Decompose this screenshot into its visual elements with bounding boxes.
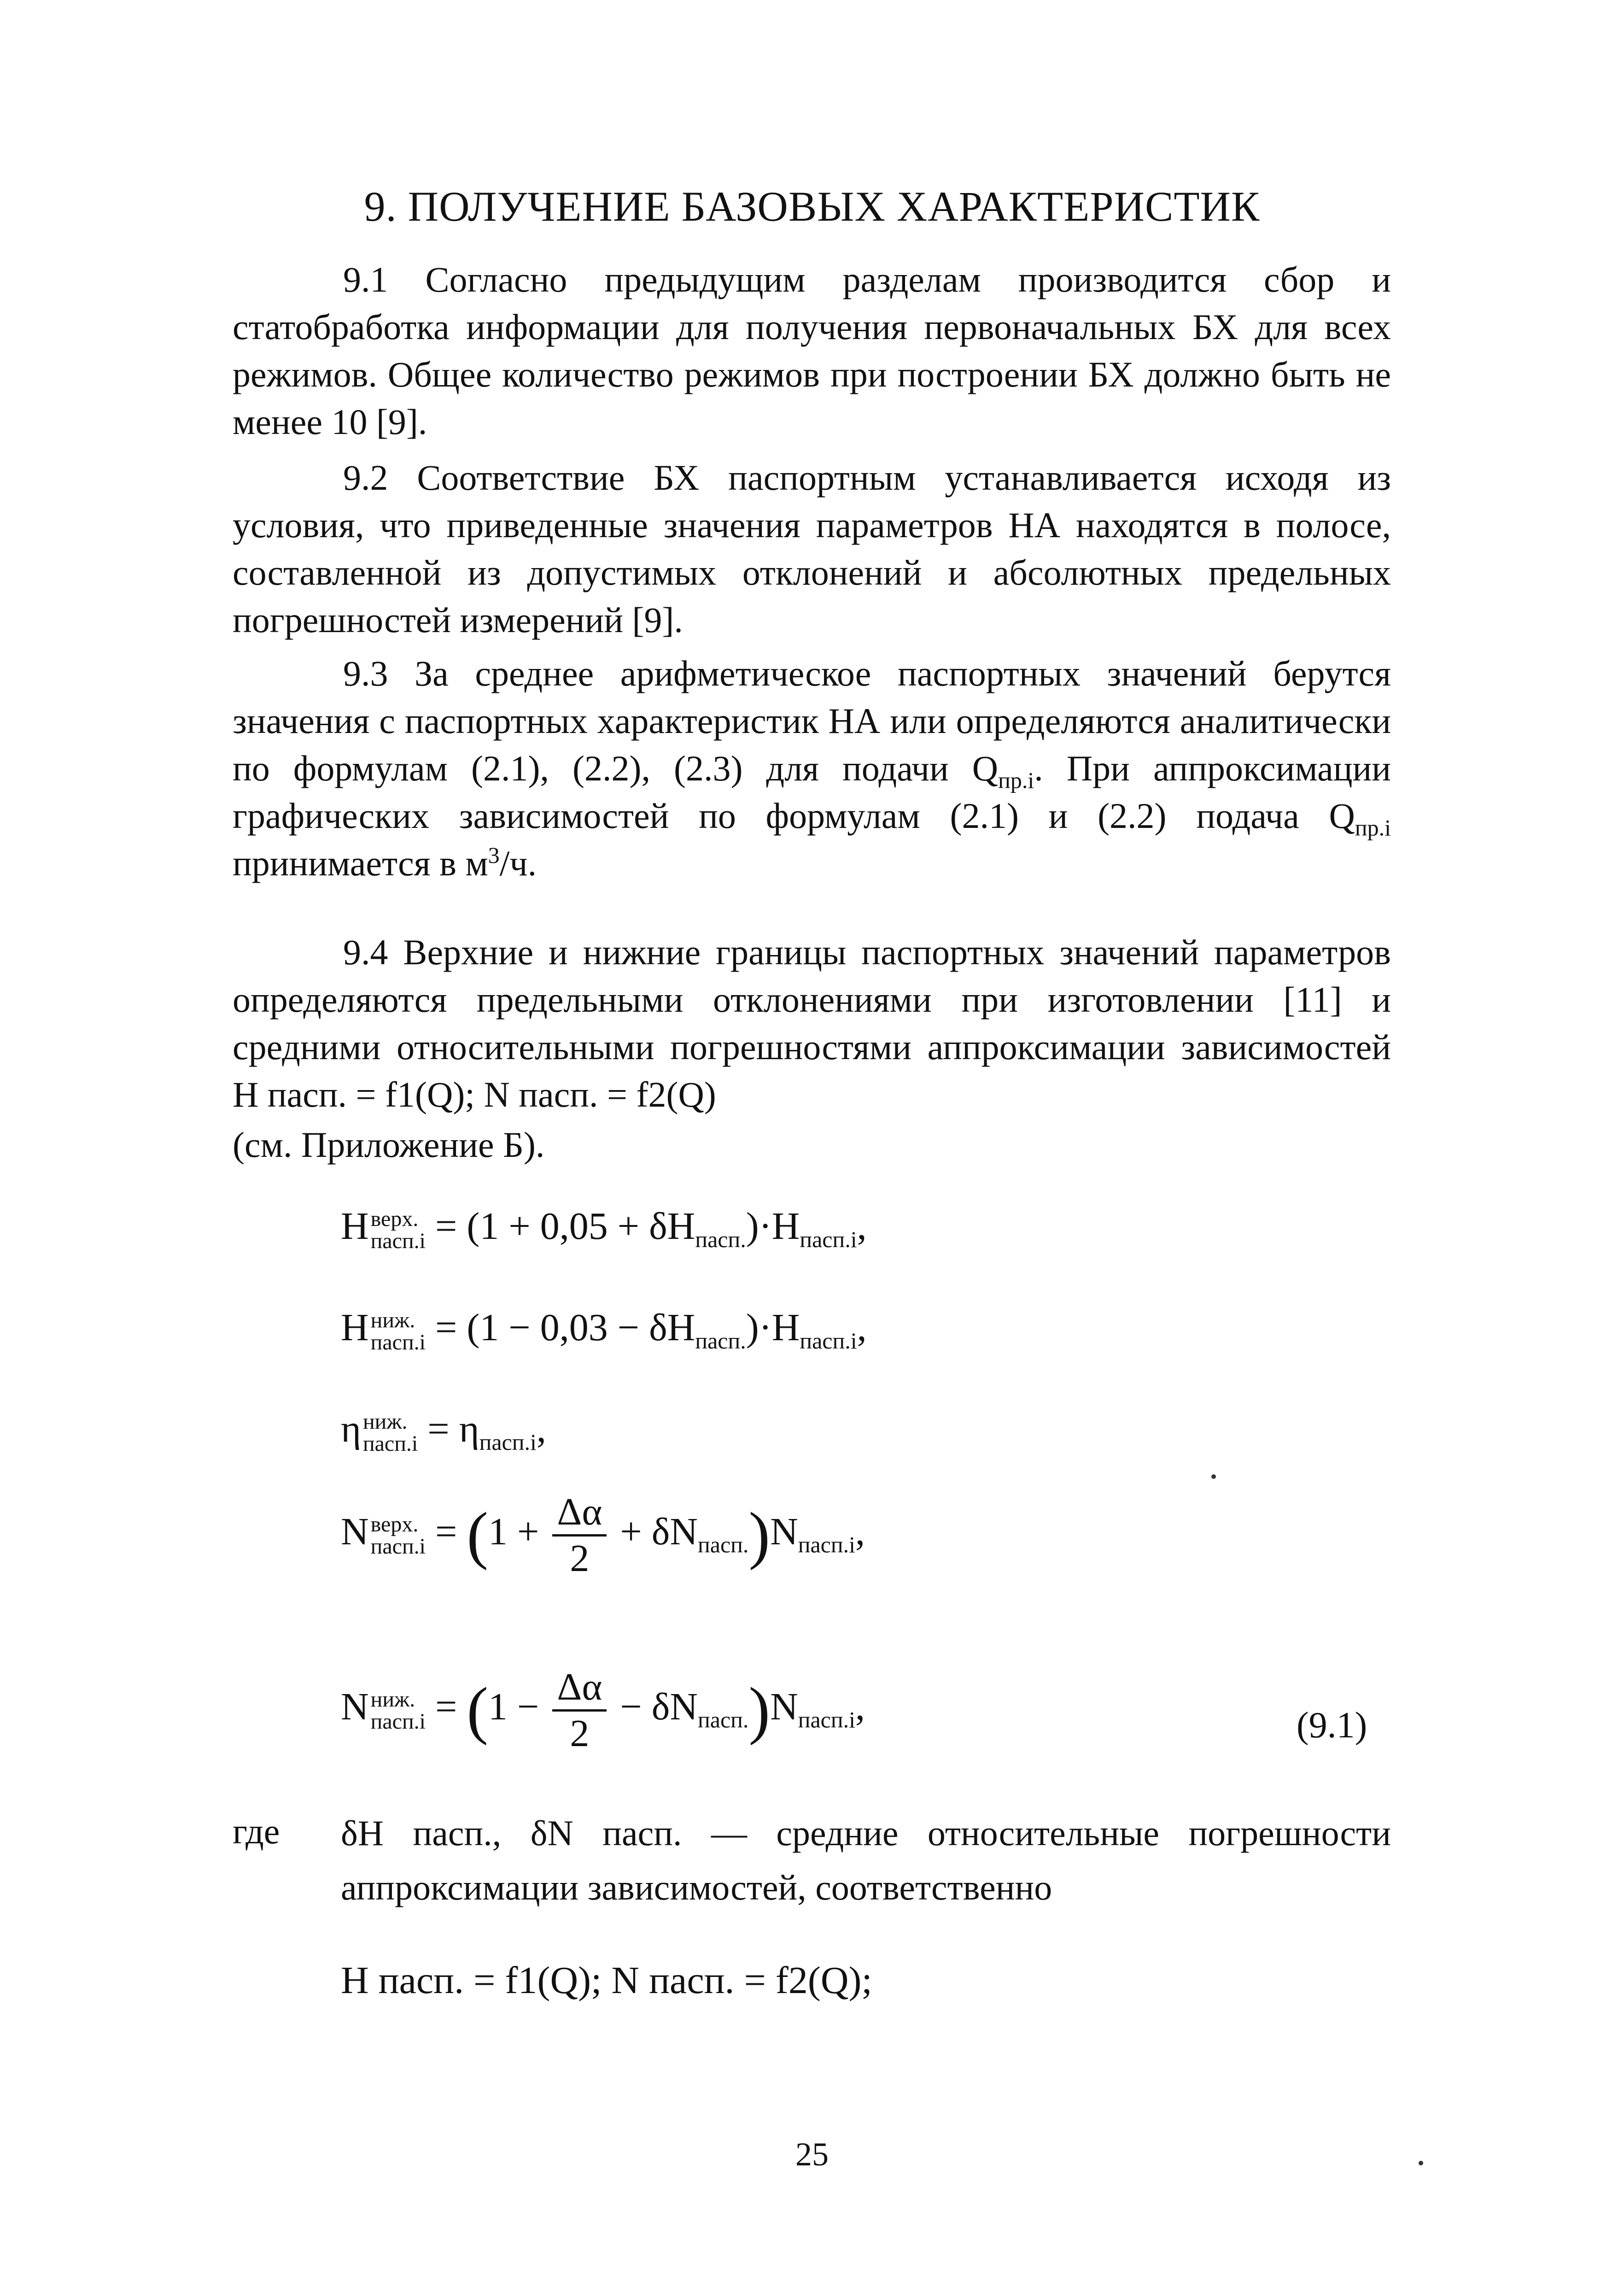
equation-h-upper: H верх. пасп.i = $(1 + 0,05 + \delta H_{пасп.})\cdot H_{пасп.i}$, (341, 1205, 867, 1253)
equation-eta-lower: η ниж. пасп.i = $\eta_{пасп.i}$, (341, 1407, 546, 1456)
where-label: где (233, 1811, 280, 1851)
paragraph-9-4 (233, 928, 1391, 1118)
where-formula: H пасп. = f1(Q); N пасп. = f2(Q); (341, 1959, 872, 2002)
scan-speck (1419, 2161, 1423, 2165)
equation-h-lower: H ниж. пасп.i = $(1 - 0,03 - \delta H_{пасп.})\cdot H_{пасп.i}$, (341, 1306, 867, 1355)
appendix-reference: (см. Приложение Б). (233, 1125, 545, 1165)
q-symbol: $Q_{пр.i}$ (972, 748, 1034, 793)
where-explanation: δH пасп., δN пасп. — средние относительные погрешности аппроксимации зависимостей, соответственно (341, 1813, 1391, 1907)
page-number: 25 (795, 2136, 829, 2173)
delta-alpha-fraction: $\frac{\Delta\alpha}{2}$ (552, 1493, 607, 1578)
delta-alpha-fraction-2: $\frac{\Delta\alpha}{2}$ (552, 1668, 607, 1753)
equation-n-lower: N ниж. пасп.i = (1 − $\frac{\Delta\alpha}{2}$ − $\delta N_{пасп.})N_{пасп.i}$, (341, 1666, 865, 1755)
q-symbol-2: $Q_{пр.i}$ (1329, 796, 1391, 841)
p94-text: 9.4 Верхние и нижние границы паспортных значений параметров определяются предельными отклонениями при изготовлении [11] и средними относительными погрешностями аппроксимации зависимостей (233, 932, 1391, 1067)
unit-superscript: 3 (488, 842, 500, 868)
section-heading: 9. ПОЛУЧЕНИЕ БАЗОВЫХ ХАРАКТЕРИСТИК (364, 183, 1260, 230)
paragraph-9-3 (233, 650, 1391, 887)
p93-text-2: . При аппроксимации графических зависимостей по формулам (2.1) и (2.2) подача (233, 748, 1391, 836)
p93-unit-tail: /ч. (499, 843, 537, 883)
p93-text-3: принимается в м (233, 843, 488, 883)
equation-n-upper: N верх. пасп.i = (1 + $\frac{\Delta\alpha}{2}$ + $\delta N_{пасп.})N_{пасп.i}$, (341, 1490, 865, 1580)
paragraph-9-2: 9.2 Соответствие БХ паспортным устанавливается исходя из условия, что приведенные значения параметров НА находятся в полосе, составленной из допустимых отклонений и абсолютных предельных погрешностей измерений [9]. (233, 457, 1391, 640)
paragraph-9-1: 9.1 Согласно предыдущим разделам производится сбор и статобработка информации для получения первоначальных БХ для всех режимов. Общее количество режимов при построении БХ должно быть не менее 10 [9]. (233, 259, 1391, 442)
scan-speck (1211, 1474, 1216, 1479)
p93-text-1: 9.3 За среднее арифметическое паспортных значений берутся значения с паспортных характеристик НА или определяются аналитически по формулам (2.1), (2.2), (2.3) для подачи (233, 653, 1391, 788)
equation-number: (9.1) (1297, 1705, 1367, 1746)
p94-formula: H паcп. = f1(Q); N паcп. = f2(Q) (233, 1074, 716, 1114)
